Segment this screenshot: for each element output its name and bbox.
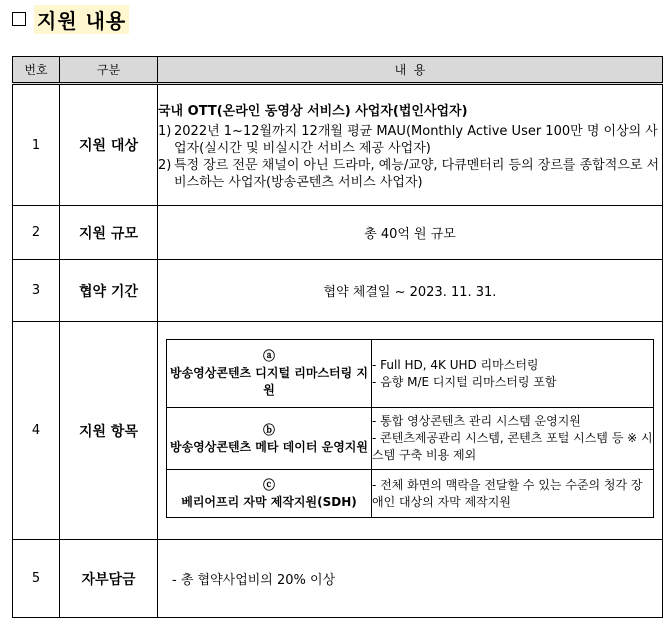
row-number: 1 <box>13 84 60 206</box>
table-row <box>13 540 663 618</box>
subitem-details <box>372 340 654 408</box>
row-number: 5 <box>13 540 60 618</box>
subitem-details <box>372 408 654 470</box>
row-category: 지원 항목 <box>60 322 158 540</box>
table-row <box>13 322 663 540</box>
subitem-row <box>167 340 654 408</box>
content-title: 국내 OTT(온라인 동영상 서비스) 사업자(법인사업자) <box>158 103 468 119</box>
support-content-table <box>12 56 663 618</box>
row-category: 협약 기간 <box>60 260 158 322</box>
row-category: 지원 대상 <box>60 84 158 206</box>
list-item-text: 특정 장르 전문 채널이 아닌 드라마, 예능/교양, 다큐멘터리 등의 장르를 종합적으로 서비스하는 사업자(방송콘텐츠 서비스 사업자) <box>174 157 660 190</box>
subitem-label-cell <box>167 408 372 470</box>
table-header-row <box>13 57 663 84</box>
list-item <box>158 157 662 191</box>
list-item-number: 1) <box>158 123 172 139</box>
subitem-label: 방송영상콘텐츠 디지털 리마스터링 지원 <box>169 366 368 397</box>
row-number: 3 <box>13 260 60 322</box>
subitem-label-cell <box>167 340 372 408</box>
list-item-number: 2) <box>158 157 172 173</box>
subitem-detail: - 전체 화면의 맥락을 전달할 수 있는 수준의 청각 장애인 대상의 자막 제작지원 <box>372 477 643 509</box>
header-category: 구분 <box>60 57 158 84</box>
checkbox-square-icon <box>12 12 26 26</box>
subitem-detail: - Full HD, 4K UHD 리마스터링 <box>372 357 539 372</box>
subitem-label-cell <box>167 470 372 518</box>
table-row <box>13 206 663 260</box>
subitem-row <box>167 408 654 470</box>
table-row <box>13 260 663 322</box>
row-number: 4 <box>13 322 60 540</box>
subitem-detail: - 콘텐츠제공관리 시스템, 콘텐츠 포털 시스템 등 ※ 시스템 구축 비용 제외 <box>372 431 653 462</box>
header-content: 내 용 <box>158 57 663 84</box>
subitem-row <box>167 470 654 518</box>
subitem-label: 베리어프리 자막 제작지원(SDH) <box>181 494 357 509</box>
subitem-marker: ⓑ <box>262 422 275 437</box>
list-item-text: 2022년 1~12월까지 12개월 평균 MAU(Monthly Active User 100만 명 이상의 사업자(실시간 및 비실시간 서비스 제공 사업자) <box>174 123 658 156</box>
subitem-label: 방송영상콘텐츠 메타 데이터 운영지원 <box>169 439 368 454</box>
header-no: 번호 <box>13 57 60 84</box>
row-category: 자부담금 <box>60 540 158 618</box>
section-title-text: 지원 내용 <box>34 5 129 34</box>
subitem-marker: ⓐ <box>262 349 275 363</box>
row-number: 2 <box>13 206 60 260</box>
subitem-detail: - 통합 영상콘텐츠 관리 시스템 운영지원 <box>372 414 581 428</box>
table-row <box>13 84 663 206</box>
subitem-detail: - 음향 M/E 디지털 리마스터링 포함 <box>372 374 557 389</box>
row-content: - 총 협약사업비의 20% 이상 <box>158 540 663 618</box>
support-items-table <box>166 339 654 518</box>
row-content: 총 40억 원 규모 <box>158 206 663 260</box>
row-category: 지원 규모 <box>60 206 158 260</box>
list-item <box>158 123 662 157</box>
subitem-marker: ⓒ <box>262 477 275 492</box>
row-content <box>158 84 663 206</box>
section-title <box>12 4 129 34</box>
row-content <box>158 322 663 540</box>
row-content: 협약 체결일 ~ 2023. 11. 31. <box>158 260 663 322</box>
subitem-details <box>372 470 654 518</box>
